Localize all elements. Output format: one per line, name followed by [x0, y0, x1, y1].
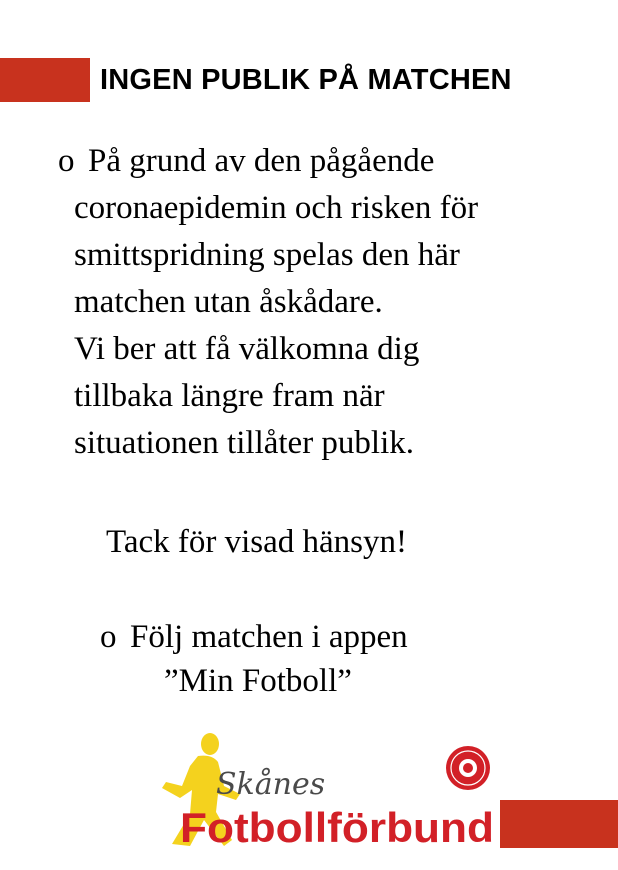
logo-script-text: Skånes [216, 767, 326, 802]
page-title: INGEN PUBLIK PÅ MATCHEN [100, 64, 512, 96]
paragraph-line: matchen utan åskådare. [74, 284, 383, 320]
follow-app-note [100, 615, 408, 703]
skanes-fotbollforbund-logo [132, 728, 502, 860]
paragraph-line: situationen tillåter publik. [74, 425, 415, 461]
announcement-paragraph [58, 138, 598, 467]
paragraph-line: smittspridning spelas den här [74, 237, 460, 273]
logo-main-text: Fotbollförbund [180, 804, 494, 851]
app-name: ”Min Fotboll” [164, 663, 352, 699]
thanks-message: Tack för visad hänsyn! [106, 524, 408, 560]
bullet-icon: o [100, 619, 117, 655]
skanes-fotbollforbund-seal-icon [446, 746, 490, 790]
follow-text: Följ matchen i appen [130, 619, 408, 655]
footer-accent-bar [500, 800, 618, 848]
bullet-icon: o [58, 143, 75, 179]
header-accent-bar [0, 58, 90, 102]
paragraph-line-first: o På grund av den pågående [58, 138, 598, 185]
paragraph-line: tillbaka längre fram när [74, 378, 385, 414]
paragraph-line: Vi ber att få välkomna dig [74, 331, 420, 367]
paragraph-line: coronaepidemin och risken för [74, 190, 479, 226]
